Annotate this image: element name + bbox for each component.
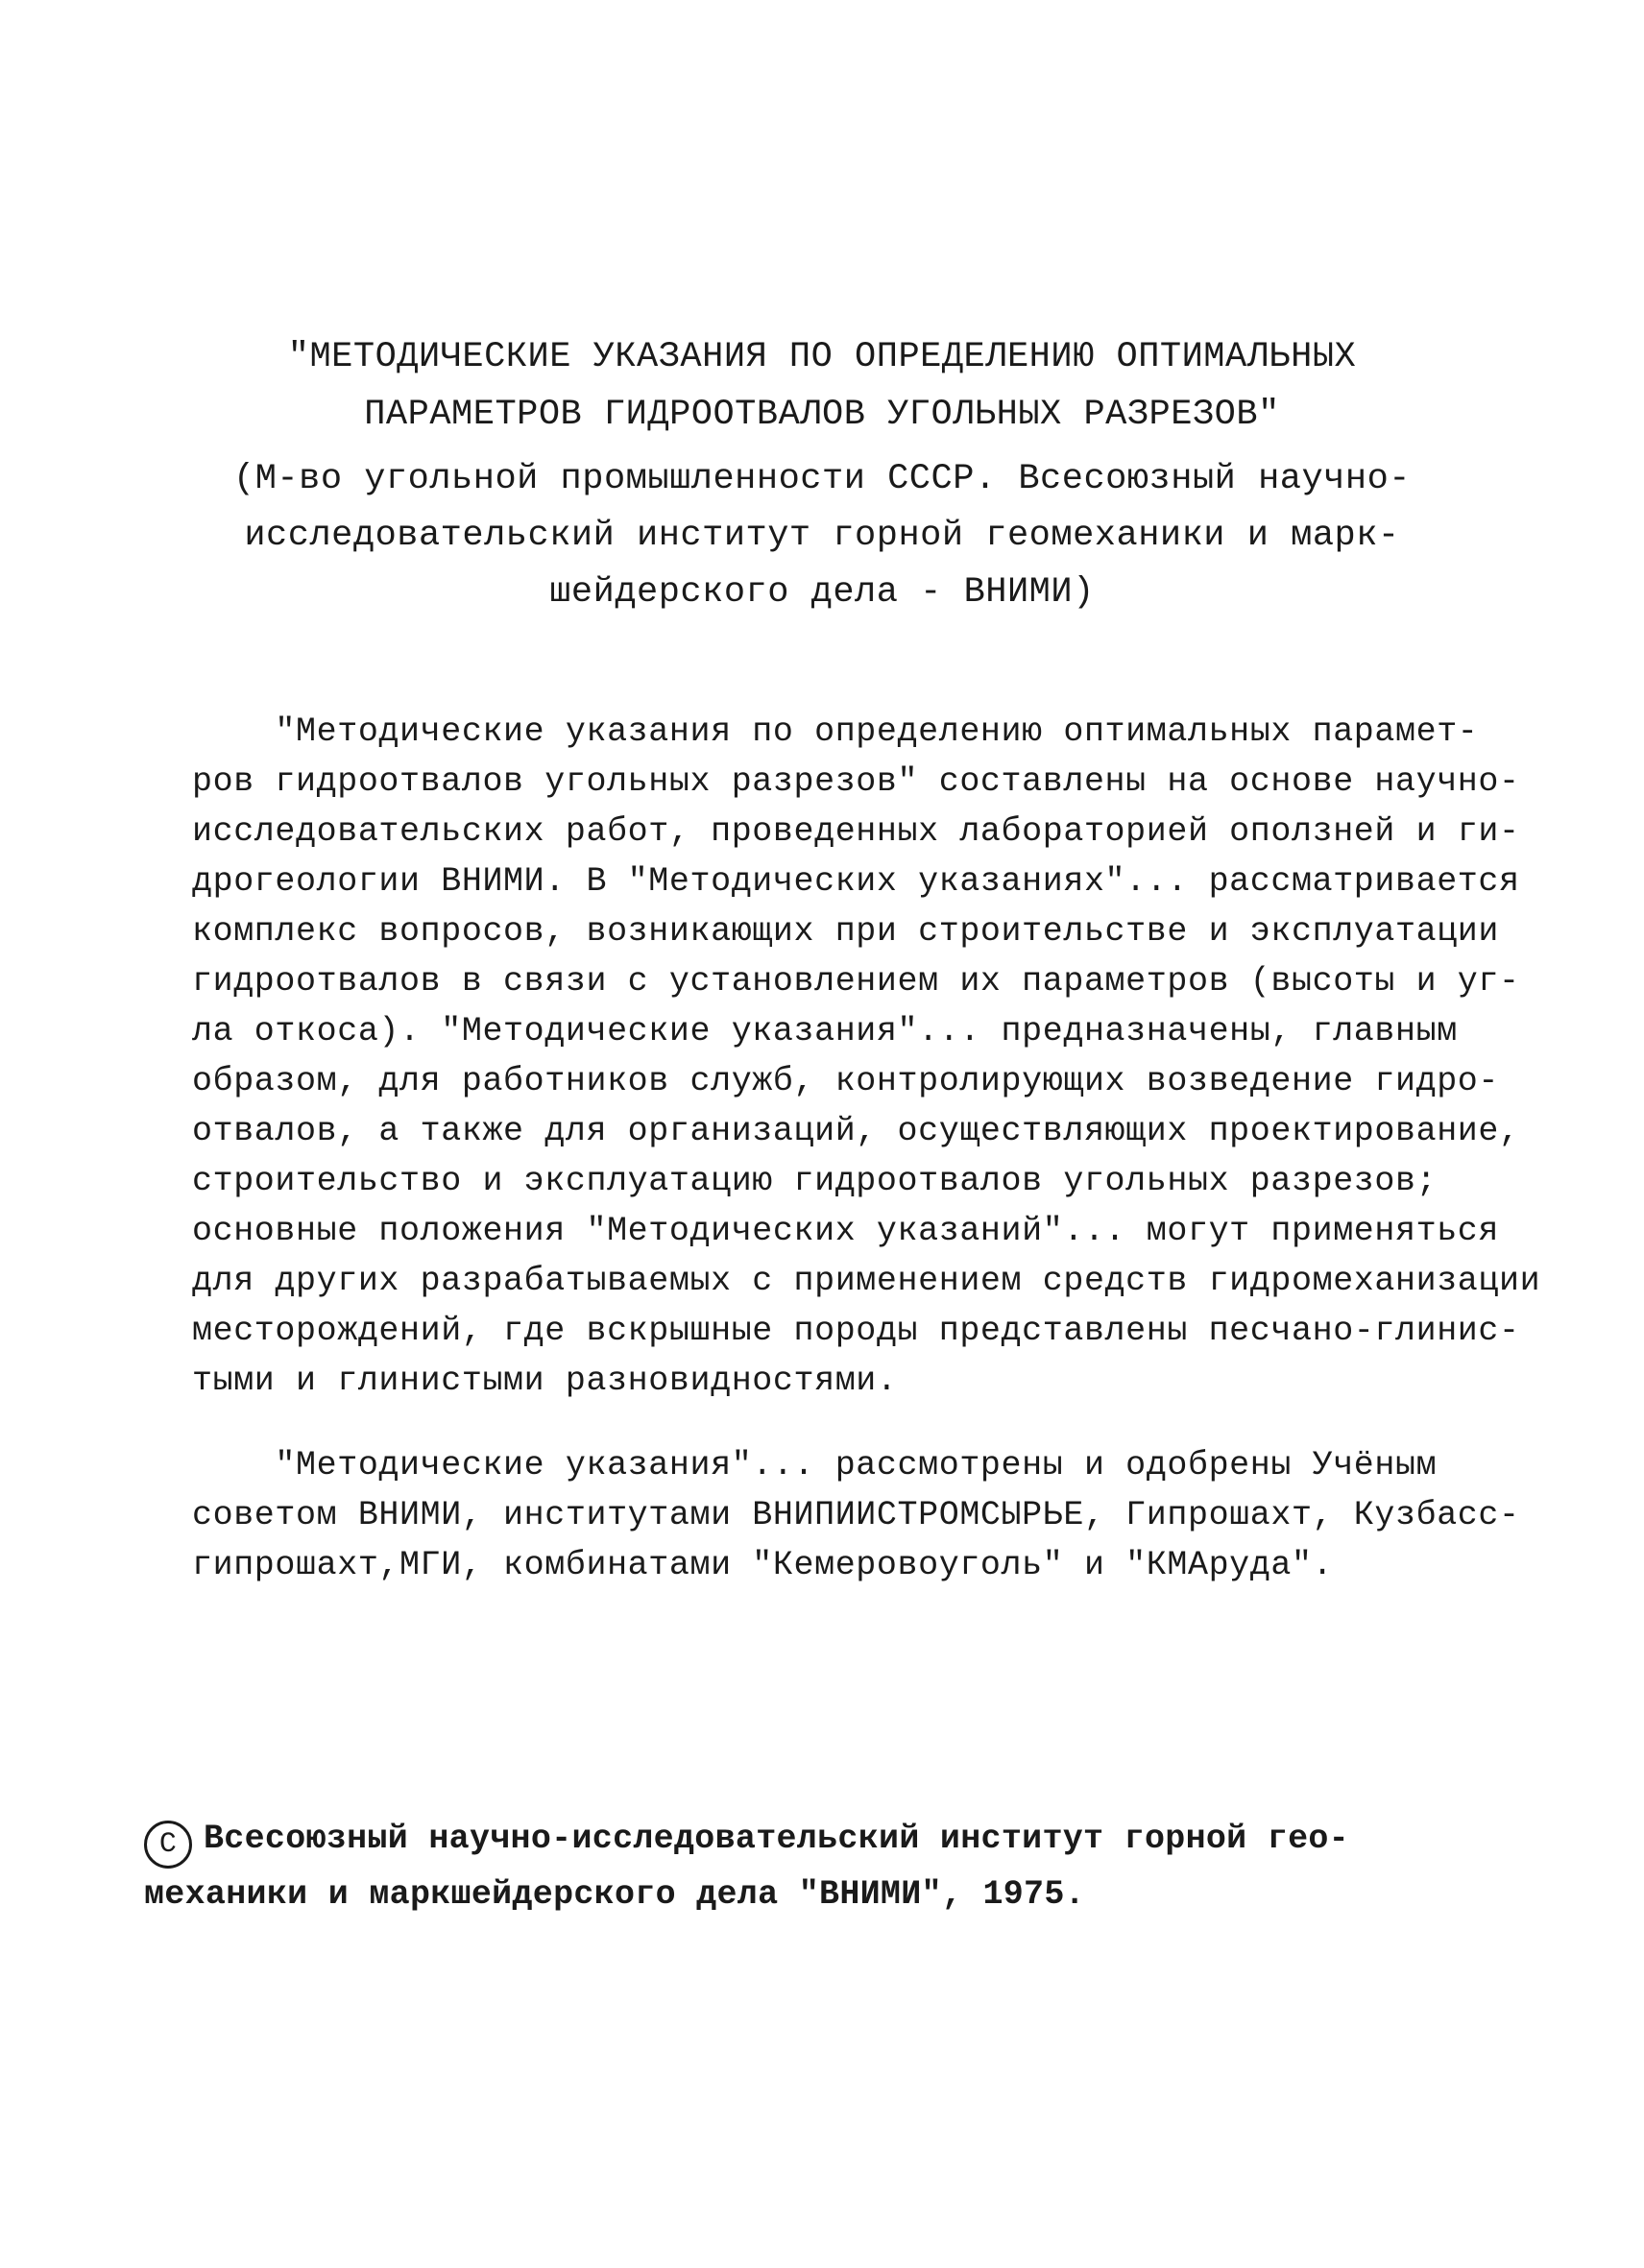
paragraph1-line: для других разрабатываемых с применением средств гидромеханизации <box>192 1262 1541 1300</box>
subtitle-line-1: (М-во угольной промышленности СССР. Всесоюзный научно- <box>233 459 1411 499</box>
paragraph1-line: тыми и глинистыми разновидностями. <box>192 1362 898 1400</box>
paragraph2-line: "Методические указания"... рассмотрены и одобрены Учёным <box>192 1446 1438 1484</box>
document-title <box>192 328 1452 444</box>
paragraph-approval <box>192 1440 1520 1590</box>
title-line-2: ПАРАМЕТРОВ ГИДРООТВАЛОВ УГОЛЬНЫХ РАЗРЕЗОВ" <box>364 395 1280 435</box>
paragraph1-line: исследовательских работ, проведенных лабораторией оползней и ги- <box>192 812 1520 851</box>
copyright-text-1: Всесоюзный научно-исследовательский институт горной гео- <box>204 1820 1349 1858</box>
paragraph2-line: гипрошахт,МГИ, комбинатами "Кемеровоуголь" и "КМАруда". <box>192 1546 1334 1584</box>
subtitle-line-2: исследовательский институт горной геомеханики и марк- <box>244 516 1400 556</box>
copyright-line-1 <box>144 1813 1412 1869</box>
copyright-icon: C <box>144 1821 192 1869</box>
title-line-1: "МЕТОДИЧЕСКИЕ УКАЗАНИЯ ПО ОПРЕДЕЛЕНИЮ ОПТИМАЛЬНЫХ <box>287 337 1357 377</box>
paragraph1-line: основные положения "Методических указаний"... могут применяться <box>192 1212 1500 1250</box>
paragraph1-line: месторождений, где вскрышные породы представлены песчано-глинис- <box>192 1312 1520 1350</box>
paragraph1-line: дрогеологии ВНИМИ. В "Методических указаниях"... рассматривается <box>192 862 1520 901</box>
copyright-notice <box>144 1813 1412 1920</box>
paragraph1-line: комплекс вопросов, возникающих при строительстве и эксплуатации <box>192 912 1500 951</box>
paragraph-description <box>192 707 1541 1406</box>
paragraph1-line: ла откоса). "Методические указания"... предназначены, главным <box>192 1012 1458 1050</box>
paragraph1-line: строительство и эксплуатацию гидроотвалов угольных разрезов; <box>192 1162 1438 1200</box>
paragraph1-line: "Методические указания по определению оптимальных парамет- <box>192 712 1479 751</box>
copyright-line-2: механики и маркшейдерского дела "ВНИМИ", 1975. <box>144 1875 1085 1914</box>
paragraph2-line: советом ВНИМИ, институтами ВНИПИИСТРОМСЫРЬЕ, Гипрошахт, Кузбасс- <box>192 1496 1520 1534</box>
subtitle-line-3: шейдерского дела - ВНИМИ) <box>549 572 1095 613</box>
paragraph1-line: ров гидроотвалов угольных разрезов" составлены на основе научно- <box>192 762 1520 801</box>
paragraph1-line: образом, для работников служб, контролирующих возведение гидро- <box>192 1062 1500 1100</box>
paragraph1-line: отвалов, а также для организаций, осуществляющих проектирование, <box>192 1112 1520 1150</box>
paragraph1-line: гидроотвалов в связи с установлением их параметров (высоты и уг- <box>192 962 1520 1001</box>
document-subtitle <box>192 451 1452 621</box>
